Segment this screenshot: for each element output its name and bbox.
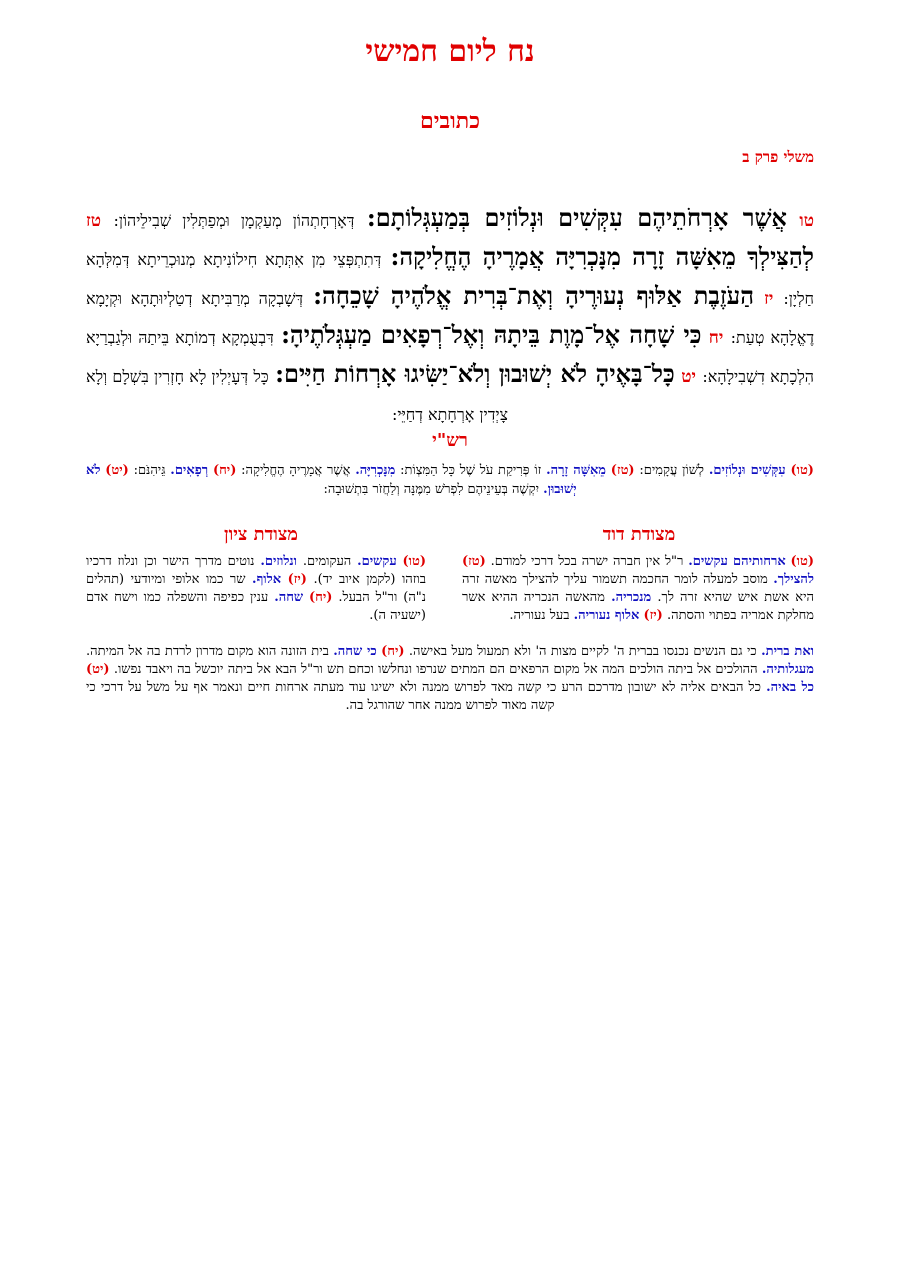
page-title: נח ליום חמישי [365,34,535,69]
mz-text: העקומים. [302,554,352,569]
rashi-text: גֵּיהִנֹּם: [133,463,166,478]
metzudat-zion-column [86,553,426,625]
mz-text: ענין כפיפה והשפלה כמו וישח אדם (ישעיה ה). [86,590,426,623]
verse-number: יח [708,328,724,348]
mz-verse-ref: (יז) [287,572,307,587]
rashi-heading: עִקְּשִׁים וּנְלוֹזִים. [708,463,786,478]
md-verse-ref: (יח) [381,644,405,659]
mz-verse-ref: (טו) [402,554,427,569]
metzudat-zion-paragraph [86,553,426,625]
md-heading: מנכריה. [611,590,652,605]
md-heading: כי שחה. [333,644,377,659]
metzudat-david-continuation-paragraph [86,643,814,715]
md-verse-ref: (יט) [86,662,110,677]
md-heading: להצילך. [773,572,814,587]
mz-heading: ונלוזים. [260,554,297,569]
verse-hebrew: כִּי שָׁחָה אֶל־מָוֶת בֵּיתָהּ וְאֶל־רְפָאִים מַעְגְּלֹתֶיהָ: [281,320,702,349]
metzudat-david-paragraph [462,553,814,625]
rashi-text: אֲשֶׁר אֲמָרֶיהָ הֶחֱלִיקָה: [241,463,351,478]
rashi-paragraph [86,461,814,499]
verse-number: טו [799,211,815,231]
verse-aramaic: דִּבְעֻמְקָא דְמוֹתָא בֵּיתַהּ וּלְגַבְרַיָא הִלְכָתָא דִשְׁבִילָהָא: [86,328,815,386]
rashi-heading: רְפָאִים. [170,463,209,478]
rashi-verse-ref: (טז) [610,463,635,478]
verses-paragraph [86,200,814,433]
md-text: כל הבאים אליה לא ישובון מדרכם הרע כי קשה מאד לפרוש ממנה ולא ישיגו עוד מעתה ארחות חיים ונאמר אף על משל על דרכי כי קשה מאוד לפרוש ממנה אחר שהורגל בה. [86,680,761,713]
rashi-verse-ref: (טו) [790,463,814,478]
md-heading: ואת ברית. [761,644,814,659]
verse-hebrew: הַעֹזֶבֶת אַלּוּף נְעוּרֶיהָ וְאֶת־בְּרִית אֱלֹהֶיהָ שָׁכֵחָה: [313,281,755,310]
verse-number: טז [86,211,102,231]
mz-verse-ref: (יח) [309,590,333,605]
mz-heading: אלוף. [252,572,282,587]
rashi-heading: מִנָּכְרִיָּה. [355,463,396,478]
verse-aramaic: דְּשָׁבְקָה מְרַבִּיתָא דְטַלְיוּתָהָא וּקְיָמָא דֶאֱלָהָא טְעַת: [86,289,815,347]
metzudat-david-title: מצודת דוד [602,524,676,545]
section-subtitle: כתובים [420,108,480,134]
md-text: מוסב למעלה לומר החכמה תשמור עליך להצילך מאשה זרה היא אשת איש שהיא זרה לך. [462,572,814,605]
md-text: בית הזונה הוא מקום מדרון לרדת בה אל המיתה. [86,644,329,659]
rashi-commentary [86,461,814,499]
verse-hebrew: כָּל־בָּאֶיהָ לֹא יְשׁוּבוּן וְלֹא־יַשִּׂיגוּ אָרְחוֹת חַיִּים: [275,359,675,388]
md-text: כי גם הנשים נכנסו בברית ה' לקיים מצות ה' ולא תמעול מעל באישה. [408,644,757,659]
md-heading: אלוף נעוריה. [573,608,640,623]
rashi-verse-ref: (יח) [212,463,237,478]
verse-number: יט [681,367,696,387]
verse-aramaic: דְּאָרְחָתְהוֹן מְעַקְמָן וּמְפַתְּלִין שְׁבִילֵיהוֹן: [113,211,355,230]
rashi-text: יִקְשֶׁה בְּעֵינֵיהֶם לִפְרֹשׁ מִמֶּנָּה וְלַחֲזֹר בִּתְשׁוּבָה: [323,482,539,497]
verse-hebrew: אֲשֶׁר אָרְחֹתֵיהֶם עִקְּשִׁים וּנְלוֹזִים בְּמַעְגְּלוֹתָם: [366,203,787,232]
md-text: ר"ל אין חברה ישרה בכל דרכי למודם. [490,554,684,569]
md-text: ההולכים אל ביתה הולכים המה אל מקום הרפאים הם המתים שנרפו ונחלשו וכחם תש ור"ל הבא אל ביתה יוכשל בה ויאבד נפשו. [113,662,758,677]
rashi-text: לְשׁוֹן עֲקָמִים: [639,463,705,478]
verse-hebrew: לְהַצִּילְךָ מֵאִשָּׁה זָרָה מִנָּכְרִיָּה אֲמָרֶיהָ הֶחֱלִיקָה: [390,242,814,271]
rashi-heading: מֵאִשָּׁה זָרָה. [546,463,606,478]
chapter-label: משלי פרק ב [742,148,814,166]
md-verse-ref: (יז) [643,608,663,623]
verse-aramaic: דְּתִתְפְּצֵי מִן אִתְּתָא חִילוֹנִיתָא מְנוּכְרֵיתָא דְּמִלְּהָא חַלְיָן: [86,250,815,308]
md-text: בעל נעוריה. [509,608,570,623]
md-heading: ארחותיהם עקשים. [688,554,786,569]
mz-heading: עקשים. [357,554,397,569]
md-verse-ref: (טו) [790,554,814,569]
md-heading: כל באיה. [766,680,814,695]
mz-text: נוטים מדרך הישר וכן ונלוז דרכיו בוזהו (לקמן איוב יד). [86,554,426,587]
mz-heading: שחה. [274,590,304,605]
verse-number: יז [764,289,774,309]
metzudat-david-continuation [86,643,814,715]
rashi-heading: לֹא יְשׁוּבוּן. [86,463,577,497]
rashi-text: זוֹ פְּרִיקַת עֹל שֶׁל כָּל הַמִּצְוֹת: [400,463,542,478]
verses-block [86,200,814,433]
md-text: מהאשה הנכריה ההיא אשר מחלקת אמריה בפתוי והסתה. [462,590,814,623]
mz-text: שר כמו אלופי ומיודעי (תהלים נ"ה) ור"ל הבעל. [86,572,427,605]
verse-aramaic: כָּל דְּעָיְלִין לָא חָזְרִין בִּשְׁלָם וְלָא צָיְדִין אָרְחָתָא דְחַיֵּי: [86,367,508,424]
md-heading: מעגלותיה. [761,662,814,677]
metzudat-david-column [462,553,814,625]
md-verse-ref: (טז) [462,554,486,569]
metzudat-zion-title: מצודת ציון [224,524,298,545]
rashi-title: רש"י [432,430,468,451]
rashi-verse-ref: (יט) [105,463,129,478]
